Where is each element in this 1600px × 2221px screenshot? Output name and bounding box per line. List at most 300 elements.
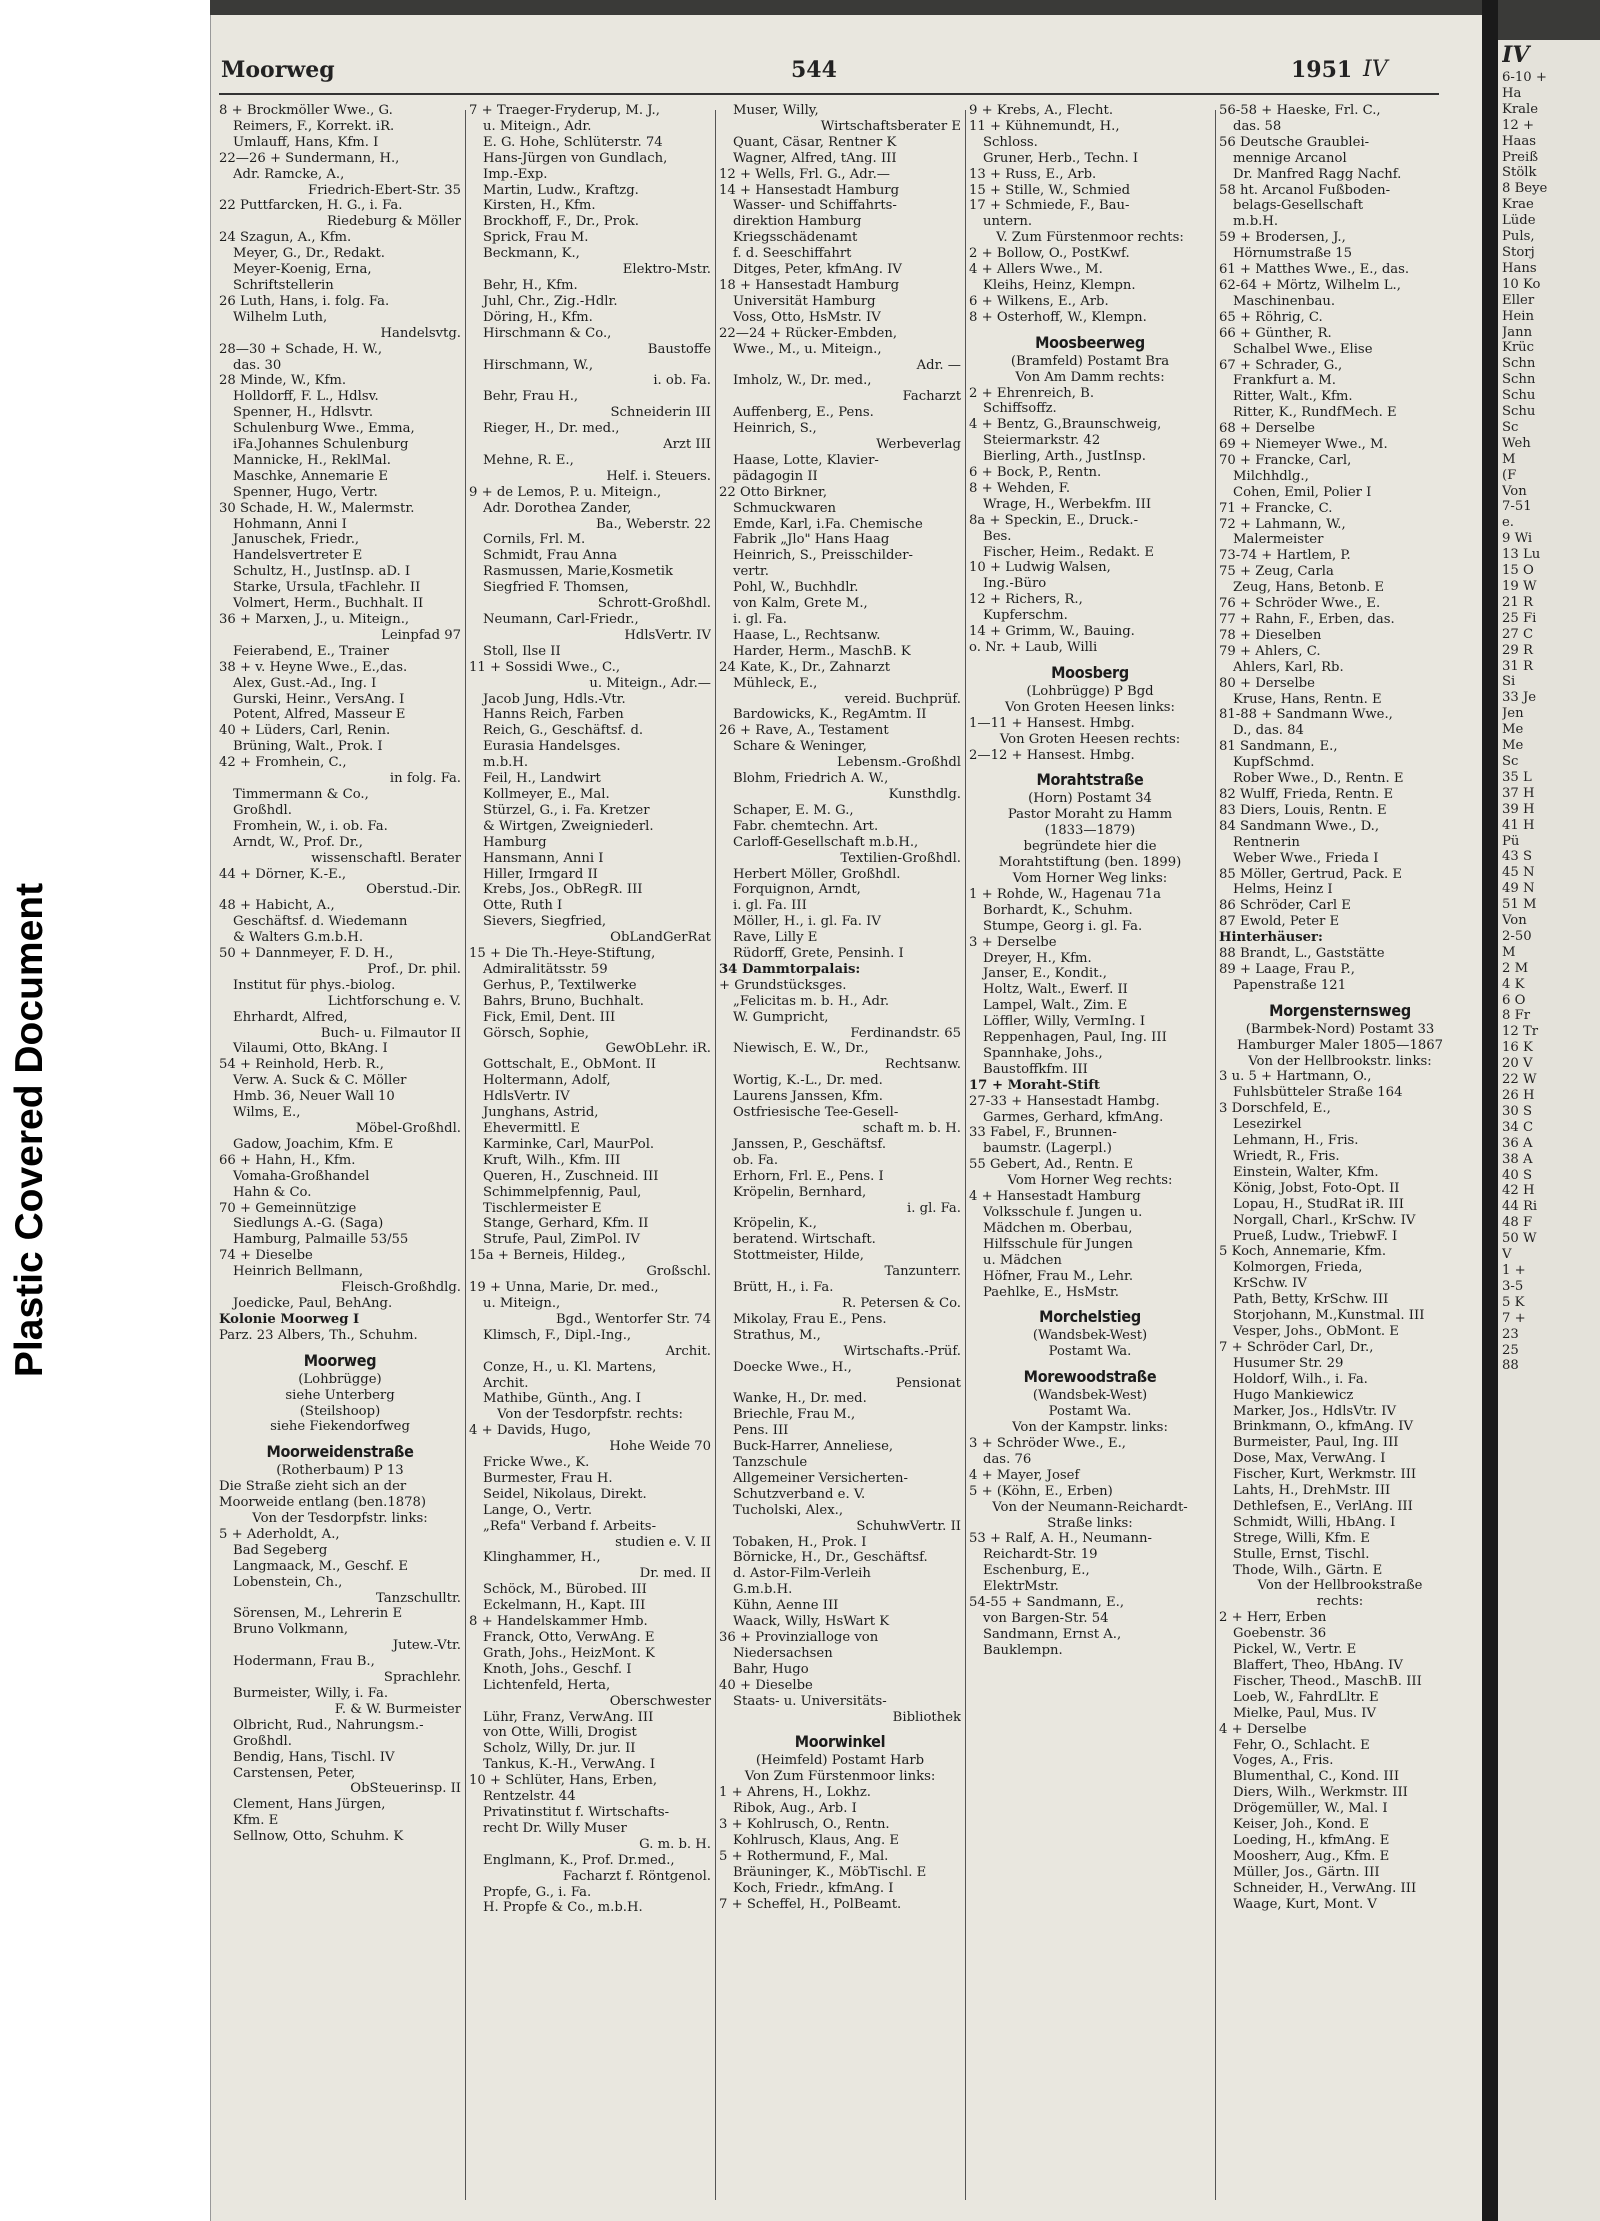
directory-entry: 22—24 + Rücker-Embden, <box>719 325 898 341</box>
directory-entry: Frankfurt a. M. <box>1233 373 1336 389</box>
directory-entry: 3 + Schröder Wwe., E., <box>969 1435 1126 1451</box>
directory-entry: W. Gumpricht, <box>733 1009 829 1025</box>
directory-entry: baumstr. (Lagerpl.) <box>983 1141 1112 1157</box>
directory-entry: 76 + Schröder Wwe., E. <box>1219 596 1381 612</box>
directory-entry: 8 + Handelskammer Hmb. <box>469 1614 648 1630</box>
directory-entry: Kruse, Hans, Rentn. E <box>1233 691 1382 707</box>
directory-entry: (Barmbek-Nord) Postamt 33 <box>1245 1021 1435 1037</box>
directory-entry: Rieger, H., Dr. med., <box>483 421 620 437</box>
directory-entry: Hans-Jürgen von Gundlach, <box>483 150 668 166</box>
adjacent-page-line: Haas <box>1502 133 1536 149</box>
directory-entry: 15 + Stille, W., Schmied <box>969 182 1131 198</box>
adjacent-page-line: Jen <box>1502 706 1524 722</box>
directory-entry: Path, Betty, KrSchw. III <box>1233 1292 1389 1308</box>
directory-entry: Schmidt, Willi, HbAng. I <box>1233 1514 1396 1530</box>
directory-entry: Kleihs, Heinz, Klempn. <box>983 277 1136 293</box>
directory-entry: Sörensen, M., Lehrerin E <box>233 1606 403 1622</box>
directory-entry: m.b.H. <box>483 755 529 771</box>
directory-entry: Adr. Dorothea Zander, <box>483 500 632 516</box>
directory-entry: Lahts, H., DrehMstr. III <box>1233 1483 1391 1499</box>
directory-entry: f. d. Seeschiffahrt <box>733 246 852 262</box>
adjacent-page-edge <box>1498 40 1600 2221</box>
directory-entry: König, Jobst, Foto-Opt. II <box>1233 1180 1400 1196</box>
directory-entry: Waage, Kurt, Mont. V <box>1233 1896 1377 1912</box>
directory-entry: Börnicke, H., Dr., Geschäftsf. <box>733 1550 928 1566</box>
directory-entry: Behr, Frau H., <box>483 389 579 405</box>
directory-entry: 18 + Hansestadt Hamburg <box>719 277 900 293</box>
directory-entry: Görsch, Sophie, <box>483 1025 589 1041</box>
directory-entry: 67 + Schrader, G., <box>1219 357 1343 373</box>
directory-entry: Kunsthdlg. <box>888 786 961 802</box>
adjacent-page-line: Lüde <box>1502 213 1536 229</box>
directory-entry: 10 + Schlüter, Hans, Erben, <box>469 1773 658 1789</box>
directory-entry: belags-Gesellschaft <box>1233 198 1364 214</box>
adjacent-page-line: 39 H <box>1502 801 1535 817</box>
directory-entry: Burmeister, Paul, Ing. III <box>1233 1435 1399 1451</box>
directory-entry: Parz. 23 Albers, Th., Schuhm. <box>219 1327 418 1343</box>
directory-entry: Muser, Willy, <box>733 103 819 118</box>
directory-entry: Fabrik „Jlo" Hans Haag <box>733 532 890 548</box>
directory-entry: in folg. Fa. <box>389 771 461 787</box>
street-heading: Moosberg <box>1051 662 1129 682</box>
directory-entry: Otte, Ruth I <box>483 898 563 914</box>
directory-entry: Doecke Wwe., H., <box>733 1359 852 1375</box>
directory-entry: Werbeverlag <box>876 437 961 453</box>
directory-entry: 1 + Rohde, W., Hagenau 71a <box>969 886 1161 902</box>
adjacent-page-line: Krüc <box>1502 340 1535 356</box>
directory-entry: 50 + Dannmeyer, F. D. H., <box>219 946 394 962</box>
directory-entry: 9 + Krebs, A., Flecht. <box>969 103 1114 118</box>
directory-entry: u. Miteign., <box>483 1295 561 1311</box>
directory-entry: u. Miteign., Adr. <box>483 118 592 134</box>
directory-entry: 58 ht. Arcanol Fußboden- <box>1219 182 1391 198</box>
directory-entry: Von der Tesdorpfstr. rechts: <box>497 1407 683 1423</box>
directory-entry: (Wandsbek-West) <box>1032 1328 1148 1344</box>
directory-entry: Januschek, Friedr., <box>233 532 360 548</box>
directory-entry: 86 Schröder, Carl E <box>1219 898 1351 914</box>
directory-entry: 87 Ewold, Peter E <box>1219 914 1340 930</box>
directory-entry: Archit. <box>483 1375 529 1391</box>
directory-entry: Paehlke, E., HsMstr. <box>983 1284 1119 1300</box>
adjacent-page-line: 23 <box>1502 1326 1519 1342</box>
directory-entry: Storjohann, M.,Kunstmal. III <box>1233 1308 1425 1324</box>
directory-entry: Spannhake, Johs., <box>983 1045 1103 1061</box>
adjacent-page-line: 38 A <box>1502 1151 1533 1167</box>
directory-entry: Janser, E., Kondit., <box>983 966 1107 982</box>
adjacent-page-line: 2-50 <box>1502 928 1532 944</box>
adjacent-page-line: 31 R <box>1502 658 1533 674</box>
directory-entry: Drögemüller, W., Mal. I <box>1233 1801 1388 1817</box>
directory-entry: 13 + Russ, E., Arb. <box>969 166 1097 182</box>
directory-entry: Von der Tesdorpfstr. links: <box>252 1511 428 1527</box>
book-gutter <box>1482 0 1498 2221</box>
directory-entry: Rentzelstr. 44 <box>483 1789 576 1805</box>
directory-entry: Quant, Cäsar, Rentner K <box>733 134 897 150</box>
directory-entry: 2 + Herr, Erben <box>1219 1610 1327 1626</box>
directory-entry: 69 + Niemeyer Wwe., M. <box>1219 437 1388 453</box>
directory-entry: vertr. <box>733 564 769 580</box>
directory-entry: Heinrich, S., Preisschilder- <box>733 548 913 564</box>
directory-entry: Hodermann, Frau B., <box>233 1654 375 1670</box>
directory-entry: schaft m. b. H. <box>862 1121 961 1136</box>
directory-entry: Burmeister, Willy, i. Fa. <box>233 1686 389 1701</box>
directory-entry: Wirtschafts.-Prüf. <box>843 1343 961 1359</box>
directory-entry: Hörnumstraße 15 <box>1233 246 1353 262</box>
directory-entry: Behr, H., Kfm. <box>483 277 578 293</box>
directory-entry: Kolmorgen, Frieda, <box>1233 1260 1363 1276</box>
directory-entry: wissenschaftl. Berater <box>311 850 461 866</box>
directory-entry: Sievers, Siegfried, <box>483 914 607 930</box>
adjacent-page-line: Pü <box>1502 833 1520 849</box>
adjacent-page-line: Schu <box>1502 404 1536 420</box>
directory-entry: Hinterhäuser: <box>1219 930 1323 946</box>
directory-entry: ob. Fa. <box>733 1152 779 1168</box>
directory-entry: Facharzt <box>902 389 961 405</box>
directory-entry: G.m.b.H. <box>733 1582 793 1598</box>
adjacent-page-line: Storj <box>1502 244 1535 260</box>
directory-entry: 14 + Hansestadt Hamburg <box>719 182 900 198</box>
adjacent-page-line: 29 R <box>1502 642 1533 658</box>
adjacent-page-line: 5 K <box>1502 1294 1525 1310</box>
directory-entry: Siedlungs A.-G. (Saga) <box>233 1216 384 1232</box>
directory-entry: Norgall, Charl., KrSchw. IV <box>1233 1212 1416 1228</box>
directory-entry: Schloss. <box>983 134 1038 150</box>
directory-entry: Hamburger Maler 1805—1867 <box>1236 1037 1444 1053</box>
directory-entry: Imholz, W., Dr. med., <box>733 373 872 389</box>
directory-entry: Kruft, Wilh., Kfm. III <box>483 1152 621 1168</box>
directory-entry: 81-88 + Sandmann Wwe., <box>1219 707 1393 723</box>
adjacent-page-line: Von <box>1502 483 1527 499</box>
directory-entry: Mathibe, Günth., Ang. I <box>483 1391 641 1407</box>
street-heading: Morahtstraße <box>1036 770 1144 790</box>
directory-entry: 70 + Francke, Carl, <box>1219 452 1352 468</box>
directory-entry: 61 + Matthes Wwe., E., das. <box>1219 262 1410 278</box>
directory-entry: Rentnerin <box>1233 834 1300 850</box>
side-caption: Plastic Covered Document <box>8 882 51 1378</box>
directory-entry: 28—30 + Schade, H. W., <box>219 341 383 357</box>
adjacent-page-line: 35 L <box>1502 769 1532 785</box>
directory-entry: Moosherr, Aug., Kfm. E <box>1233 1848 1390 1864</box>
directory-entry: Von der Kampstr. links: <box>1012 1420 1168 1436</box>
street-heading: Morchelstieg <box>1039 1307 1141 1327</box>
adjacent-page-line: M <box>1502 451 1516 467</box>
directory-entry: 53 + Ralf, A. H., Neumann- <box>969 1531 1152 1547</box>
directory-entry: 19 + Unna, Marie, Dr. med., <box>469 1280 659 1296</box>
directory-entry: das. 58 <box>1233 118 1282 134</box>
directory-entry: Haase, Lotte, Klavier- <box>733 452 879 468</box>
directory-entry: Beckmann, K., <box>483 246 580 262</box>
directory-entry: 1—11 + Hansest. Hmbg. <box>969 715 1135 731</box>
directory-entry: Brüning, Walt., Prok. I <box>233 739 383 755</box>
directory-entry: Steiermarkstr. 42 <box>983 433 1101 449</box>
directory-entry: Bes. <box>983 528 1012 544</box>
directory-entry: Reimers, F., Korrekt. iR. <box>233 118 395 134</box>
directory-entry: Einstein, Walter, Kfm. <box>1233 1164 1379 1180</box>
directory-entry: Dose, Max, VerwAng. I <box>1233 1451 1386 1467</box>
directory-entry: Hahn & Co. <box>233 1184 312 1200</box>
directory-entry: Heinrich, S., <box>733 421 817 437</box>
street-heading: Moorweg <box>303 1350 377 1370</box>
directory-entry: Pensionat <box>895 1375 961 1391</box>
directory-entry: Privatinstitut f. Wirtschafts- <box>483 1804 670 1820</box>
directory-entry: Kirsten, H., Kfm. <box>483 198 596 214</box>
directory-entry: 5 Koch, Annemarie, Kfm. <box>1219 1244 1387 1260</box>
directory-entry: 68 + Derselbe <box>1219 421 1315 437</box>
directory-entry: Bauklempn. <box>983 1642 1063 1658</box>
directory-entry: Spenner, Hugo, Vertr. <box>233 484 378 500</box>
directory-entry: 75 + Zeug, Carla <box>1219 564 1334 580</box>
directory-entry: Pohl, W., Buchhdlr. <box>733 580 859 596</box>
directory-entry: Loeding, H., kfmAng. E <box>1233 1832 1390 1848</box>
adjacent-page-line: 41 H <box>1502 817 1535 833</box>
directory-entry: u. Miteign., Adr.— <box>589 675 711 691</box>
directory-entry: 12 + Wells, Frl. G., Adr.— <box>719 166 890 182</box>
directory-entry: Alex, Gust.-Ad., Ing. I <box>233 675 377 691</box>
directory-entry: Thode, Wilh., Gärtn. E <box>1233 1562 1383 1578</box>
adjacent-page-line: Ha <box>1502 85 1522 101</box>
adjacent-page-line: Me <box>1502 722 1524 738</box>
directory-entry: & Wirtgen, Zweigniederl. <box>483 818 654 834</box>
directory-entry: begründete hier die <box>1023 839 1157 855</box>
directory-entry: Clement, Hans Jürgen, <box>233 1797 386 1813</box>
directory-entry: Mannicke, H., ReklMal. <box>233 452 391 468</box>
directory-entry: 11 + Kühnemundt, H., <box>969 118 1120 134</box>
directory-entry: HdlsVertr. IV <box>483 1089 570 1105</box>
directory-entry: Baustoffe <box>647 341 711 357</box>
directory-entry: (Wandsbek-West) <box>1032 1388 1148 1404</box>
directory-entry: Rüdorff, Grete, Pensinh. I <box>733 946 904 962</box>
directory-entry: Harder, Herm., MaschB. K <box>733 643 911 659</box>
directory-entry: + Grundstücksges. <box>719 977 847 993</box>
directory-entry: Feierabend, E., Trainer <box>233 643 389 659</box>
directory-entry: iFa.Johannes Schulenburg <box>233 437 409 453</box>
adjacent-page-line: 3-5 <box>1502 1278 1524 1294</box>
adjacent-page-line: Hans <box>1502 260 1537 276</box>
directory-entry: Vomaha-Großhandel <box>233 1168 370 1184</box>
directory-entry: 8 + Wehden, F. <box>969 480 1071 496</box>
directory-entry: untern. <box>983 214 1033 230</box>
directory-entry: Wasser- und Schiffahrts- <box>733 198 897 214</box>
directory-entry: Erhorn, Frl. E., Pens. I <box>733 1168 884 1184</box>
street-heading: Morewoodstraße <box>1023 1367 1157 1387</box>
directory-entry: (Heimfeld) Postamt Harb <box>755 1753 925 1769</box>
directory-entry: Mielke, Paul, Mus. IV <box>1233 1705 1377 1721</box>
directory-entry: Schöck, M., Bürobed. III <box>483 1582 647 1598</box>
directory-entry: Maschinenbau. <box>1233 293 1336 309</box>
directory-entry: Herbert Möller, Großhdl. <box>733 866 901 882</box>
directory-entry: Ehrhardt, Alfred, <box>233 1009 348 1025</box>
directory-entry: Bardowicks, K., RegAmtm. II <box>733 707 927 723</box>
directory-entry: Oberschwester <box>609 1693 711 1709</box>
directory-entry: siehe Unterberg <box>285 1387 395 1403</box>
directory-entry: Papenstraße 121 <box>1233 977 1347 993</box>
directory-entry: Tischlermeister E <box>483 1200 602 1216</box>
directory-entry: Bräuninger, K., MöbTischl. E <box>733 1864 927 1880</box>
directory-entry: Stottmeister, Hilde, <box>733 1248 864 1264</box>
adjacent-page-line: 45 N <box>1502 865 1535 881</box>
directory-entry: Eschenburg, E., <box>983 1563 1090 1579</box>
directory-entry: 38 + v. Heyne Wwe., E.,das. <box>219 659 408 675</box>
adjacent-page-line: 8 Beye <box>1502 181 1548 197</box>
column-divider <box>1215 110 1216 2200</box>
adjacent-page-line: Sc <box>1502 419 1519 435</box>
adjacent-page-line: Krale <box>1502 101 1539 117</box>
directory-entry: Pickel, W., Vertr. E <box>1233 1642 1357 1658</box>
directory-entry: Gurski, Heinr., VersAng. I <box>233 691 405 707</box>
directory-entry: Cohen, Emil, Polier I <box>1233 484 1372 500</box>
directory-entry: Verw. A. Suck & C. Möller <box>233 1073 407 1089</box>
directory-entry: Klinghammer, H., <box>483 1550 601 1566</box>
directory-entry: Hohe Weide 70 <box>609 1439 711 1455</box>
directory-entry: Wwe., M., u. Miteign., <box>733 341 882 357</box>
directory-entry: Martin, Ludw., Kraftzg. <box>483 182 639 198</box>
directory-entry: Ritter, Walt., Kfm. <box>1233 389 1353 405</box>
adjacent-page-line: 22 W <box>1502 1072 1537 1088</box>
directory-entry: 5 + Aderholdt, A., <box>219 1526 340 1542</box>
directory-entry: 73-74 + Hartlem, P. <box>1219 548 1351 564</box>
directory-entry: studien e. V. II <box>615 1534 711 1550</box>
adjacent-page-line: Hein <box>1502 308 1535 324</box>
adjacent-page-line: Von <box>1502 913 1527 929</box>
directory-entry: „Felicitas m. b. H., Adr. <box>733 993 890 1009</box>
directory-entry: Mikolay, Frau E., Pens. <box>733 1311 887 1327</box>
adjacent-page-line: (F <box>1502 467 1517 483</box>
directory-entry: recht Dr. Willy Muser <box>483 1820 627 1836</box>
directory-entry: Adr. — <box>916 357 961 373</box>
directory-entry: Löffler, Willy, VermIng. I <box>983 1014 1146 1030</box>
directory-entry: Bierling, Arth., JustInsp. <box>983 449 1146 465</box>
adjacent-page-line: 8 Fr <box>1502 1008 1531 1024</box>
directory-entry: Dr. Manfred Ragg Nachf. <box>1233 166 1402 182</box>
street-heading: Morgensternsweg <box>1269 1000 1411 1020</box>
directory-entry: das. 30 <box>233 357 282 373</box>
directory-entry: Fischer, Theod., MaschB. III <box>1233 1673 1422 1689</box>
directory-entry: Jacob Jung, Hdls.-Vtr. <box>483 691 626 707</box>
directory-entry: Janssen, P., Geschäftsf. <box>733 1136 887 1152</box>
directory-entry: 54 + Reinhold, Herb. R., <box>219 1057 384 1073</box>
directory-entry: Prueß, Ludw., TriebwF. I <box>1233 1228 1398 1244</box>
directory-entry: Tanzschulltr. <box>376 1590 461 1606</box>
directory-entry: Geschäftsf. d. Wiedemann <box>233 914 408 930</box>
directory-entry: Dethlefsen, E., VerlAng. III <box>1233 1498 1413 1514</box>
directory-entry: Facharzt f. Röntgenol. <box>562 1868 711 1884</box>
directory-entry: Hiller, Irmgard II <box>483 866 598 882</box>
directory-entry: Stulle, Ernst, Tischl. <box>1233 1546 1370 1562</box>
directory-entry: Wagner, Alfred, tAng. III <box>733 150 897 166</box>
directory-entry: 26 Luth, Hans, i. folg. Fa. <box>219 293 390 309</box>
directory-entry: Hilfsschule für Jungen <box>983 1236 1133 1252</box>
directory-entry: Archit. <box>665 1343 711 1359</box>
adjacent-page-line: 88 <box>1502 1358 1519 1374</box>
directory-entry: 85 Möller, Gertrud, Pack. E <box>1219 866 1402 882</box>
directory-entry: 3 + Derselbe <box>969 934 1057 950</box>
column-2 <box>469 103 711 2213</box>
directory-entry: Brockhoff, F., Dr., Prok. <box>483 214 639 230</box>
directory-entry: Universität Hamburg <box>733 293 876 309</box>
adjacent-page-line: Preiß <box>1502 149 1539 165</box>
directory-entry: Dreyer, H., Kfm. <box>983 950 1092 966</box>
directory-entry: Arndt, W., Prof. Dr., <box>233 834 363 850</box>
directory-entry: Queren, H., Zuschneid. III <box>483 1168 659 1184</box>
adjacent-page-column <box>1502 40 1600 1374</box>
directory-entry: 22—26 + Sundermann, H., <box>219 150 400 166</box>
directory-entry: Carloff-Gesellschaft m.b.H., <box>733 834 919 850</box>
directory-entry: Hamburg <box>483 834 547 850</box>
directory-entry: Stoll, Ilse II <box>483 643 561 659</box>
adjacent-page-line: 51 M <box>1502 897 1537 913</box>
directory-entry: 74 + Dieselbe <box>219 1248 313 1264</box>
directory-entry: Klimsch, F., Dipl.-Ing., <box>483 1327 632 1343</box>
directory-entry: GewObLehr. iR. <box>605 1041 711 1057</box>
directory-entry: Von Groten Heesen rechts: <box>999 731 1181 747</box>
directory-entry: Schmidt, Frau Anna <box>483 548 618 564</box>
directory-entry: 2 + Bollow, O., PostKwf. <box>969 246 1130 262</box>
directory-entry: 44 + Dörner, K.-E., <box>219 866 347 882</box>
directory-entry: Goebenstr. 36 <box>1233 1626 1327 1642</box>
directory-entry: Schmuckwaren <box>733 500 837 516</box>
directory-entry: 79 + Ahlers, C. <box>1219 643 1321 659</box>
directory-entry: Lebensm.-Großhdl <box>837 755 961 771</box>
directory-entry: 6 + Bock, P., Rentn. <box>969 465 1102 481</box>
directory-entry: Schultz, H., JustInsp. aD. I <box>233 564 411 580</box>
adjacent-page-line: 48 F <box>1502 1215 1533 1231</box>
directory-entry: Wirtschaftsberater E <box>820 118 961 134</box>
directory-entry: Feil, H., Landwirt <box>483 771 601 787</box>
directory-entry: Von Am Damm rechts: <box>1015 369 1165 385</box>
directory-entry: 3 + Kohlrusch, O., Rentn. <box>719 1817 890 1833</box>
directory-entry: Forquignon, Arndt, <box>733 882 861 898</box>
column-divider <box>965 110 966 2200</box>
directory-entry: Emde, Karl, i.Fa. Chemische <box>733 516 923 532</box>
directory-entry: Joedicke, Paul, BehAng. <box>233 1295 393 1311</box>
directory-entry: Fabr. chemtechn. Art. <box>733 818 879 834</box>
directory-entry: Handelsvtg. <box>380 325 461 341</box>
adjacent-page-line: V <box>1502 1247 1512 1263</box>
directory-entry: 33 Fabel, F., Brunnen- <box>969 1125 1117 1141</box>
directory-entry: Imp.-Exp. <box>483 166 548 182</box>
directory-entry: Stange, Gerhard, Kfm. II <box>483 1216 649 1232</box>
directory-entry: Borhardt, K., Schuhm. <box>983 902 1133 918</box>
adjacent-page-line: 7 + <box>1502 1310 1526 1326</box>
directory-entry: Langmaack, M., Geschf. E <box>233 1558 409 1574</box>
directory-entry: Hanns Reich, Farben <box>483 707 624 723</box>
directory-entry: 40 + Lüders, Carl, Renin. <box>219 723 391 739</box>
directory-entry: 4 + Bentz, G.,Braunschweig, <box>969 417 1162 433</box>
directory-entry: Höfner, Frau M., Lehr. <box>983 1268 1134 1284</box>
directory-entry: von Kalm, Grete M., <box>733 596 868 612</box>
adjacent-page-line: 27 C <box>1502 626 1534 642</box>
directory-entry: Auffenberg, E., Pens. <box>733 405 874 421</box>
directory-entry: SchuhwVertr. II <box>856 1518 961 1534</box>
directory-entry: 88 Brandt, L., Gaststätte <box>1219 946 1385 962</box>
directory-entry: Schare & Weninger, <box>733 739 867 755</box>
directory-entry: vereid. Buchprüf. <box>844 691 961 707</box>
directory-entry: Arzt III <box>663 437 711 453</box>
directory-entry: 5 + (Köhn, E., Erben) <box>969 1483 1113 1499</box>
directory-entry: Zeug, Hans, Betonb. E <box>1233 580 1384 596</box>
directory-entry: Tucholski, Alex., <box>733 1502 844 1518</box>
directory-entry: Schutzverband e. V. <box>733 1486 866 1502</box>
directory-entry: 40 + Dieselbe <box>719 1677 813 1693</box>
directory-entry: 78 + Dieselben <box>1219 627 1322 643</box>
directory-entry: Stürzel, G., i. Fa. Kretzer <box>483 802 650 818</box>
directory-entry: Holtz, Walt., Ewerf. II <box>983 982 1128 998</box>
directory-entry: 24 Szagun, A., Kfm. <box>219 230 352 246</box>
directory-entry: 7 + Schröder Carl, Dr., <box>1219 1339 1374 1355</box>
directory-entry: von Bargen-Str. 54 <box>983 1610 1109 1626</box>
directory-entry: Blohm, Friedrich A. W., <box>733 771 889 787</box>
directory-entry: Eckelmann, H., Kapt. III <box>483 1598 646 1614</box>
